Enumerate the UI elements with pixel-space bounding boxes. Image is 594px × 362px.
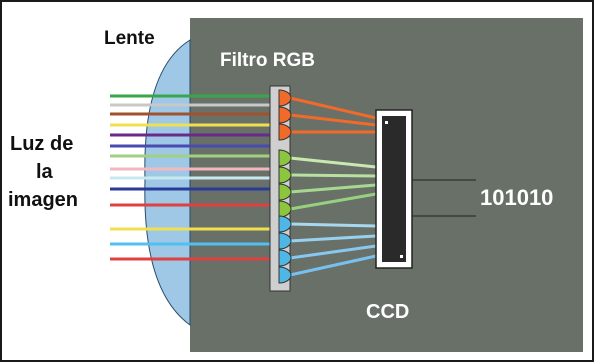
lens-label: Lente <box>104 28 155 49</box>
light-label-line2: la <box>36 161 53 183</box>
light-label-line3: imagen <box>8 189 79 211</box>
filtered-ray <box>290 224 376 226</box>
filtered-ray <box>290 175 376 176</box>
light-label-line1: Luz de <box>10 133 74 155</box>
ccd-chip <box>382 116 406 262</box>
ccd-corner-dot-top <box>385 121 388 124</box>
output-label: 101010 <box>480 185 554 210</box>
filter-label: Filtro RGB <box>220 50 315 71</box>
ccd-label: CCD <box>366 301 410 323</box>
ccd-corner-dot-bottom <box>400 255 403 258</box>
